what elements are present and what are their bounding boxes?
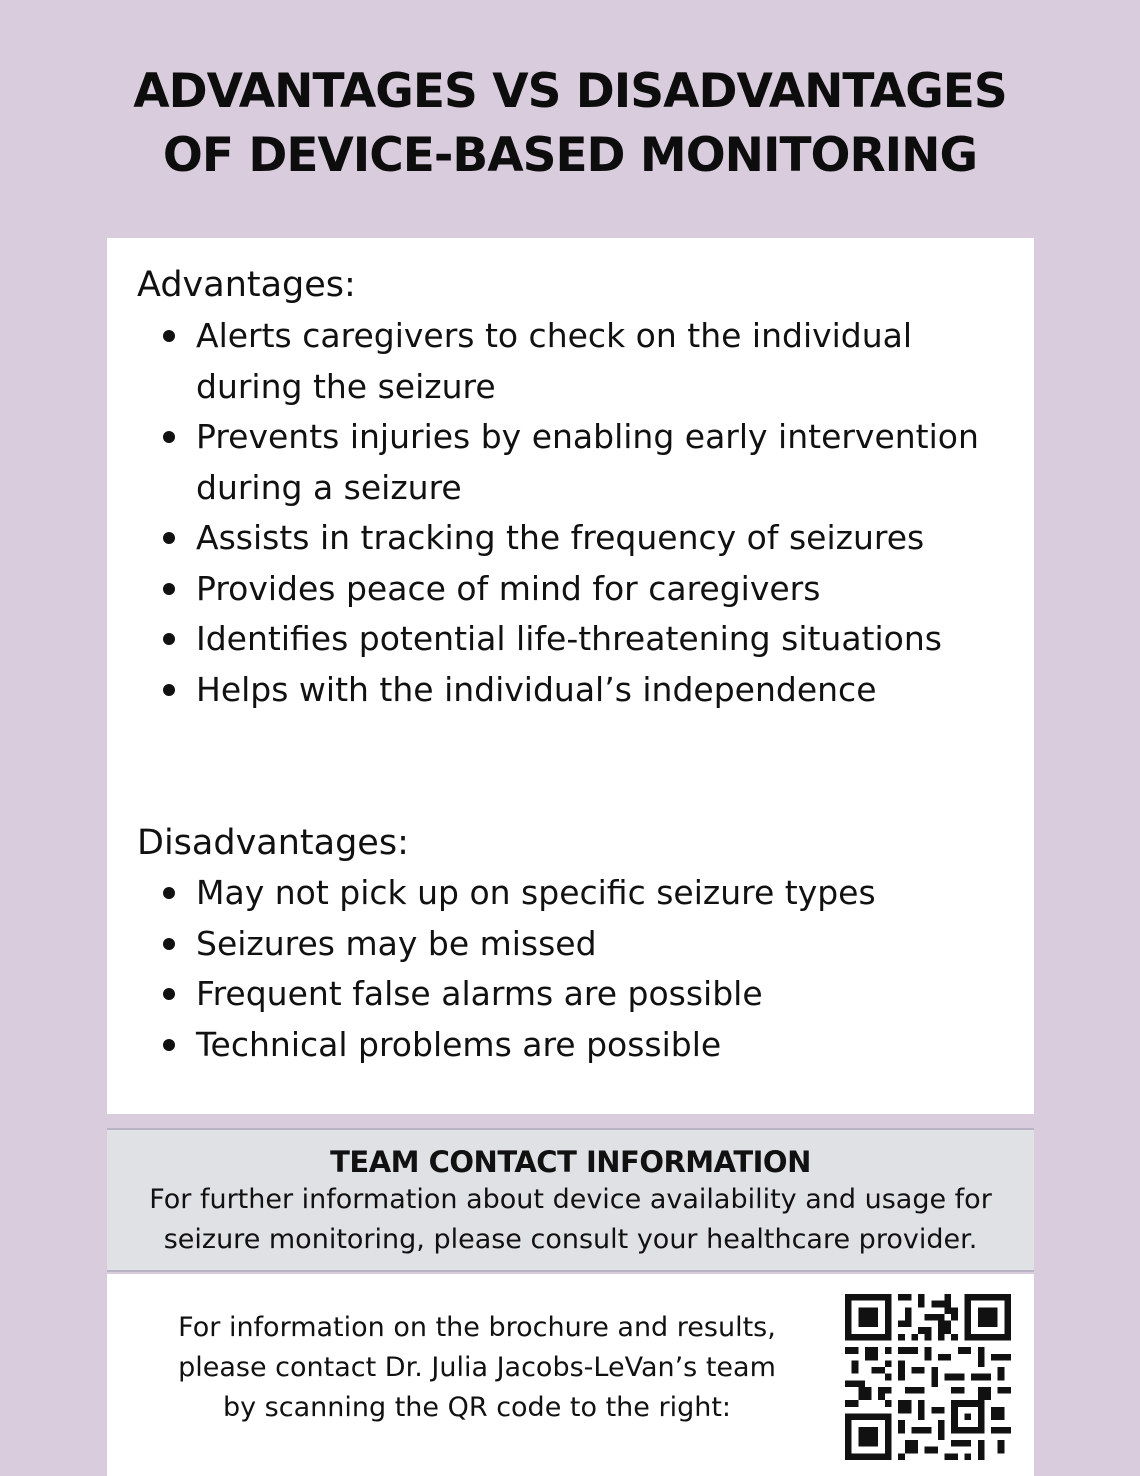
contact-text-line-1: For further information about device availability and usage for <box>149 1184 992 1215</box>
page-title-line-1: ADVANTAGES VS DISADVANTAGES <box>133 64 1007 119</box>
list-item-text: Provides peace of mind for caregivers <box>196 568 821 608</box>
list-item-text: Identifies potential life-threatening situations <box>196 619 942 658</box>
content-card <box>107 238 1034 1114</box>
bullet-dot-icon <box>163 1039 175 1051</box>
list-item <box>107 868 996 919</box>
list-item-text: Alerts caregivers to check on the individual during the seizure <box>196 316 913 406</box>
advantages-list <box>107 311 996 715</box>
contact-text-line-2: seizure monitoring, please consult your healthcare provider. <box>163 1224 978 1255</box>
bullet-dot-icon <box>163 887 175 899</box>
bullet-dot-icon <box>163 330 175 342</box>
page-title <box>0 60 1140 188</box>
team-contact-band <box>107 1128 1034 1272</box>
list-item <box>107 969 996 1020</box>
list-item <box>107 919 996 970</box>
list-item-text: Seizures may be missed <box>196 923 597 963</box>
advantages-heading: Advantages: <box>137 265 356 305</box>
bullet-dot-icon <box>163 938 175 950</box>
bullet-dot-icon <box>163 431 175 443</box>
list-item <box>107 614 996 665</box>
list-item <box>107 513 996 564</box>
bullet-dot-icon <box>163 532 175 544</box>
list-item-text: Assists in tracking the frequency of seizures <box>196 518 925 557</box>
list-item <box>107 1020 996 1071</box>
qr-code-icon[interactable] <box>845 1294 1011 1460</box>
disadvantages-heading: Disadvantages: <box>137 823 409 863</box>
bullet-dot-icon <box>163 684 175 696</box>
page-title-line-2: OF DEVICE-BASED MONITORING <box>162 128 978 183</box>
list-item <box>107 412 996 513</box>
footer-section <box>107 1274 1034 1476</box>
footer-text-line-1: For information on the brochure and results, <box>178 1312 776 1343</box>
list-item-text: Helps with the individual’s independence <box>196 669 877 709</box>
list-item-text: Prevents injuries by enabling early intervention during a seizure <box>196 417 979 507</box>
contact-title: TEAM CONTACT INFORMATION <box>330 1145 811 1179</box>
list-item <box>107 564 996 615</box>
list-item <box>107 311 996 412</box>
bullet-dot-icon <box>163 633 175 645</box>
list-item <box>107 665 996 716</box>
footer-text-line-2: please contact Dr. Julia Jacobs-LeVan’s team <box>178 1352 776 1383</box>
list-item-text: Technical problems are possible <box>196 1024 722 1064</box>
disadvantages-list <box>107 868 996 1070</box>
list-item-text: Frequent false alarms are possible <box>196 974 763 1013</box>
footer-text <box>127 1308 827 1428</box>
bullet-dot-icon <box>163 583 175 595</box>
bullet-dot-icon <box>163 988 175 1000</box>
list-item-text: May not pick up on specific seizure types <box>196 873 876 912</box>
footer-text-line-3: by scanning the QR code to the right: <box>222 1392 732 1423</box>
